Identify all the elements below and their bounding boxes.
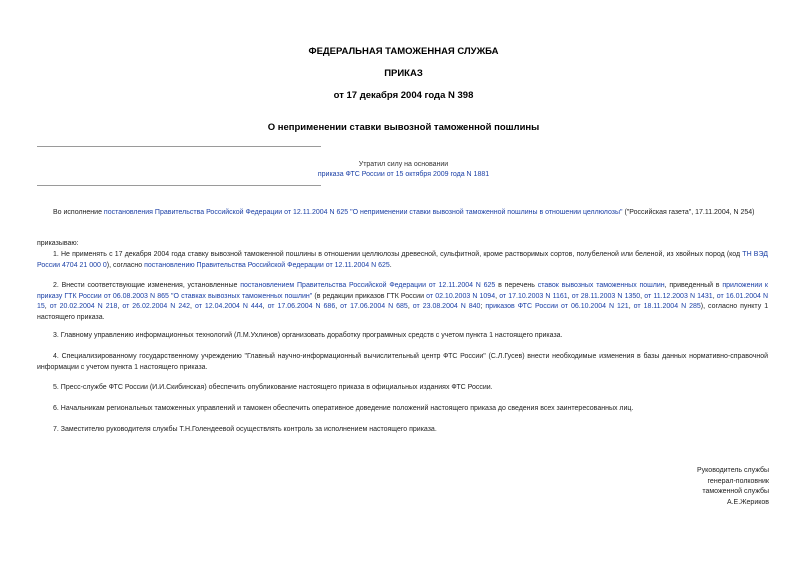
document-date-number: от 17 декабря 2004 года N 398: [333, 90, 474, 101]
status-bottom-rule: [37, 185, 321, 186]
paragraph-7: [37, 425, 768, 436]
signature-name: А.Е.Жериков: [726, 498, 769, 506]
amendment-link[interactable]: от 02.10.2003 N 1094: [426, 292, 496, 300]
amendment-link[interactable]: от 12.04.2004 N 444: [194, 303, 263, 310]
tnved-code-link[interactable]: ТН ВЭД России 4704 21 000 0: [37, 251, 769, 269]
order-word: приказываю:: [37, 240, 79, 247]
sep: ,: [495, 292, 500, 300]
p2-text: 2. Внести соответствующие изменения, установленные: [53, 282, 241, 289]
p4-text: 4. Специализированному государственному учреждению "Главный научно-информационный вычислительный центр ФТС России" (С.Л.Гусев) внести необходимые изменения в базы данных нормативно-справочной информации с учетом пункта 1 настоящего приказа.: [37, 353, 768, 371]
paragraph-4: [37, 352, 768, 373]
p5-text: 5. Пресс-службе ФТС России (И.И.Скибинская) обеспечить опубликование настоящего приказа в официальных изданиях ФТС России.: [53, 384, 493, 391]
preamble-text: Во исполнение: [53, 209, 104, 216]
preamble-source: ("Российская газета", 17.11.2004, N 254): [622, 209, 755, 216]
sep: ,: [712, 292, 717, 300]
sep: ,: [335, 303, 341, 310]
sep: ,: [262, 303, 268, 310]
amendment-link[interactable]: от 17.06.2004 N 686: [267, 303, 336, 310]
sep: ,: [44, 303, 50, 310]
amendment-link[interactable]: от 26.02.2004 N 242: [122, 303, 191, 310]
amendment-link[interactable]: от 16.01.2004 N 15: [37, 292, 769, 310]
resolution-link[interactable]: постановлению Правительства Российской Федерации от 12.11.2004 N 625: [144, 261, 390, 269]
amendment-link[interactable]: от 23.08.2004 N 840: [412, 303, 481, 310]
signature-position: Руководитель службы: [696, 467, 769, 474]
paragraph-6: [37, 404, 768, 415]
sep: ,: [407, 303, 413, 310]
gtk-order-865-link[interactable]: приложении к приказу ГТК России от 06.08.2003 N 865 "О ставках вывозных таможенных пошлин": [37, 282, 768, 300]
agency-name: ФЕДЕРАЛЬНАЯ ТАМОЖЕННАЯ СЛУЖБА: [308, 46, 499, 57]
sep: ;: [480, 303, 486, 310]
p1-text: 1. Не применять с 17 декабря 2004 года ставку вывозной таможенной пошлины в отношении целлюлозы древесной, сульфитной, кроме растворимых сортов, полубеленой или беленой, из хвойных пород (код: [53, 251, 743, 258]
p2-text-4: (в редакции приказов ГТК России: [312, 292, 427, 300]
p1-text-3: .: [389, 261, 392, 269]
status-top-rule: [37, 146, 321, 147]
status-link-line: [0, 170, 807, 179]
fts-order-link[interactable]: от 18.11.2004 N 285: [633, 303, 701, 310]
amendment-link[interactable]: от 17.10.2003 N 1161: [499, 292, 568, 300]
p2-text-2: в перечень: [495, 282, 538, 289]
p2-resolution-link[interactable]: постановлением Правительства Российской Федерации от 12.11.2004 N 625: [240, 282, 496, 289]
p3-text: 3. Главному управлению информационных технологий (Л.М.Ухлинов) организовать доработку программных средств с учетом пункта 1 настоящего приказа.: [53, 332, 563, 339]
fts-order-link[interactable]: приказов ФТС России от 06.10.2004 N 121: [485, 303, 629, 310]
amendment-link[interactable]: от 17.06.2004 N 685: [340, 303, 408, 310]
signature-block: [697, 466, 769, 508]
p2-text-3: , приведенный в: [664, 282, 723, 289]
resolution-625-link[interactable]: постановления Правительства Российской Федерации от 12.11.2004 N 625 "О неприменении ставки вывозной таможенной пошлины в отношении целлюлозы": [103, 209, 623, 216]
sep: ,: [117, 303, 123, 310]
repeal-order-link[interactable]: приказа ФТС России от 15 октября 2009 года N 1881: [317, 171, 490, 178]
sep: ,: [628, 303, 634, 310]
document-type: ПРИКАЗ: [384, 68, 423, 79]
duty-rates-link[interactable]: ставок вывозных таможенных пошлин: [537, 282, 665, 289]
amendment-link[interactable]: от 20.02.2004 N 218: [49, 303, 118, 310]
amendment-link[interactable]: от 28.11.2003 N 1350: [571, 292, 641, 300]
paragraph-1: [37, 250, 768, 271]
p6-text: 6. Начальникам региональных таможенных управлений и таможен обеспечить оперативное доведение положений настоящего приказа до сведения всех заинтересованных лиц.: [53, 405, 634, 412]
sep: ,: [567, 292, 572, 300]
p7-text: 7. Заместителю руководителя службы Т.Н.Голендеевой осуществлять контроль за исполнением настоящего приказа.: [53, 426, 437, 433]
status-note: Утратил силу на основании: [358, 161, 449, 168]
signature-service: таможенной службы: [702, 488, 769, 495]
p1-text-2: ), согласно: [106, 261, 145, 269]
paragraph-2: [37, 281, 768, 323]
sep: ,: [640, 292, 645, 300]
p2-text-end: ), согласно пункту 1 настоящего приказа.: [37, 303, 769, 321]
paragraph-5: [37, 383, 768, 394]
sep: ,: [190, 303, 195, 310]
signature-rank: генерал-полковник: [707, 477, 769, 485]
amendment-link[interactable]: от 11.12.2003 N 1431: [644, 292, 713, 300]
preamble-paragraph: [37, 208, 768, 219]
paragraph-3: [37, 331, 768, 342]
document-title: О неприменении ставки вывозной таможенной пошлины: [267, 122, 540, 133]
